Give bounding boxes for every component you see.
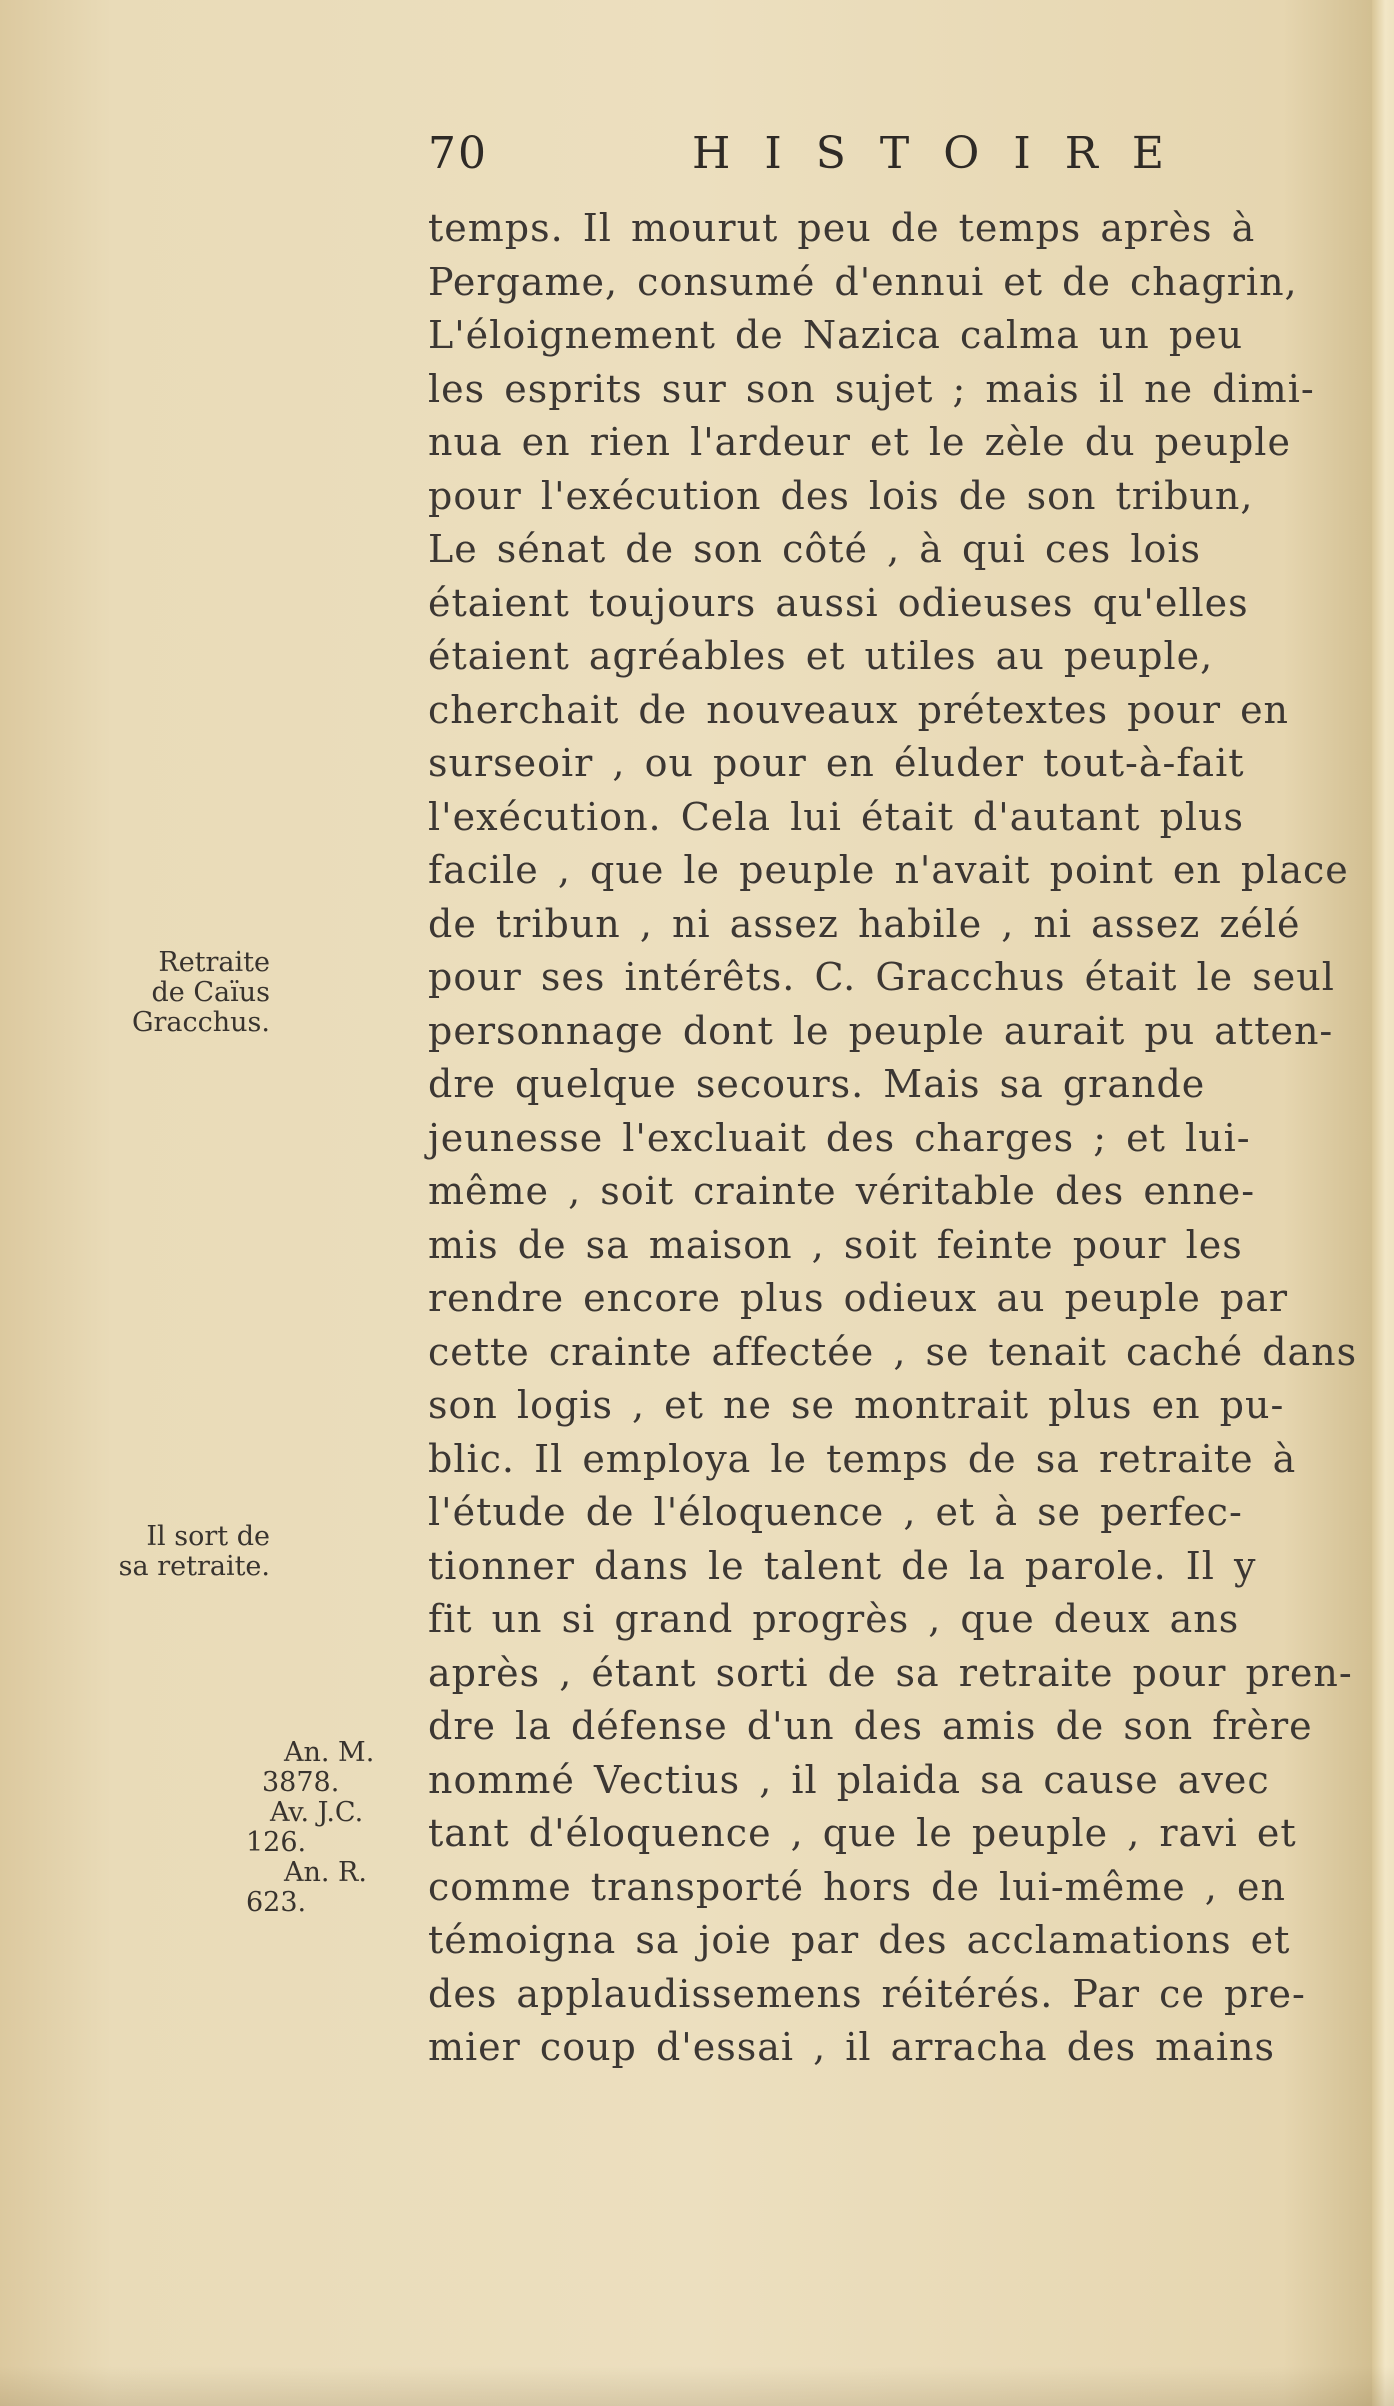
text-line: nua en rien l'ardeur et le zèle du peuple — [428, 420, 1291, 464]
page-header — [420, 128, 1198, 188]
text-line: rendre encore plus odieux au peuple par — [428, 1276, 1289, 1320]
margin-note-line: Il sort de — [146, 1521, 270, 1552]
body-text — [428, 202, 1368, 2075]
text-line: dre quelque secours. Mais sa grande — [428, 1062, 1206, 1106]
text-line: personnage dont le peuple aurait pu atten- — [428, 1008, 1334, 1053]
text-line: blic. Il employa le temps de sa retraite à — [428, 1436, 1297, 1481]
margin-note-dates-block — [240, 1738, 420, 1918]
margin-note-line: 3878. — [262, 1767, 340, 1798]
page-number: 70 — [428, 128, 488, 179]
text-line: témoigna sa joie par des acclamations et — [428, 1918, 1291, 1962]
text-line: étaient agréables et utiles au peuple, — [428, 634, 1214, 678]
text-line: surseoir , ou pour en éluder tout-à-fait — [428, 741, 1245, 785]
text-line: étaient toujours aussi odieuses qu'elles — [428, 580, 1249, 625]
page-bottom-shadow — [0, 2366, 1394, 2406]
text-line: cette crainte affectée , se tenait caché dans — [428, 1329, 1358, 1374]
text-line: pour l'exécution des lois de son tribun, — [428, 473, 1254, 518]
text-line: fit un si grand progrès , que deux ans — [428, 1597, 1240, 1641]
text-line: comme transporté hors de lui-même , en — [428, 1864, 1286, 1909]
text-line: même , soit crainte véritable des enne- — [428, 1169, 1256, 1213]
margin-note-line: 623. — [246, 1887, 307, 1918]
margin-note-line: 126. — [246, 1827, 307, 1858]
running-title: HISTOIRE — [692, 128, 1198, 179]
text-line: nommé Vectius , il plaida sa cause avec — [428, 1757, 1270, 1802]
margin-note-line: Av. J.C. — [270, 1797, 364, 1828]
margin-note-sort — [70, 1522, 270, 1582]
text-line: L'éloignement de Nazica calma un peu — [428, 313, 1244, 357]
text-line: l'exécution. Cela lui était d'autant plus — [428, 794, 1245, 839]
margin-note-line: An. M. — [284, 1737, 375, 1768]
text-line: Le sénat de son côté , à qui ces lois — [428, 527, 1202, 571]
text-line: l'étude de l'éloquence , et à se perfec- — [428, 1490, 1243, 1534]
text-line: Pergame, consumé d'ennui et de chagrin, — [428, 259, 1298, 304]
text-line: pour ses intérêts. C. Gracchus était le seul — [428, 955, 1335, 999]
text-line: de tribun , ni assez habile , ni assez zélé — [428, 901, 1301, 946]
margin-note-line: de Caïus — [151, 977, 270, 1008]
text-line: des applaudissemens réitérés. Par ce pre- — [428, 1971, 1306, 2016]
text-line: mier coup d'essai , il arracha des mains — [428, 2025, 1275, 2069]
text-line: mis de sa maison , soit feinte pour les — [428, 1222, 1243, 1267]
text-line: tant d'éloquence , que le peuple , ravi et — [428, 1811, 1297, 1855]
page-edge — [1372, 0, 1394, 2406]
text-line: jeunesse l'excluait des charges ; et lui- — [428, 1115, 1251, 1160]
text-line: son logis , et ne se montrait plus en pu- — [428, 1383, 1285, 1427]
margin-note-line: An. R. — [284, 1857, 367, 1888]
margin-note-retraite — [70, 948, 270, 1038]
margin-note-line: Retraite — [158, 947, 270, 978]
text-line: cherchait de nouveaux prétextes pour en — [428, 687, 1290, 732]
text-line: après , étant sorti de sa retraite pour pren- — [428, 1650, 1353, 1695]
text-line: temps. Il mourut peu de temps après à — [428, 206, 1256, 250]
text-line: tionner dans le talent de la parole. Il y — [428, 1543, 1257, 1588]
text-line: facile , que le peuple n'avait point en place — [428, 848, 1349, 892]
text-line: les esprits sur son sujet ; mais il ne dimi- — [428, 366, 1315, 411]
margin-note-line: sa retraite. — [118, 1551, 270, 1582]
text-line: dre la défense d'un des amis de son frère — [428, 1704, 1313, 1748]
margin-note-line: Gracchus. — [131, 1007, 270, 1038]
